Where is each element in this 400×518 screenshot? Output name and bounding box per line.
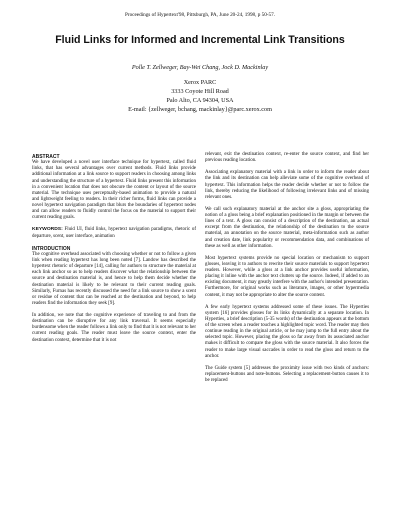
affiliation-org: Xerox PARC xyxy=(183,79,217,86)
abstract-text: We have developed a novel user interface technique for hypertext, called fluid links, that has several advantages over current methods. Fluid links provide additional information at a link source to support readers in choosing among links and understanding the structure of a hypertext. Fluid links present this information in a convenient location that does not obscure the content or layout of the source material. The technique uses perceptually-based animation to provide a natural and lightweight feeling to readers. In their richer forms, fluid links can provide a novel hypertext navigation paradigm that blurs the boundaries of hypertext nodes and can allow readers to fluidly control the focus on the material to support their current reading goals. xyxy=(32,160,196,221)
body-paragraph-1: relevant, exit the destination context, re-enter the source context, and find her previous reading location. xyxy=(205,152,369,164)
author-list: Polle T. Zellweger, Bay-Wei Chang, Jock D. Mackinlay xyxy=(131,64,269,71)
affiliation-street: 3333 Coyote Hill Road xyxy=(171,87,229,95)
body-paragraph-6: The Guide system [5] addresses the proximity issue with two kinds of anchors: replacement-buttons and note-buttons. Selecting a replacement-button causes it to be replaced xyxy=(205,365,369,383)
left-column xyxy=(32,154,196,350)
body-paragraph-3: We call such explanatory material at the anchor site a gloss, appropriating the notion of a gloss being a brief explanation positioned in the margin or between the lines of a text. A gloss can consist of a description of the destination, an actual excerpt from the destination, the relationship of the destination to the source material, an annotation on the source material, meta-information such as author and creation date, link popularity or recommendation data, and combinations of these as well as other information. xyxy=(205,206,369,249)
running-head: Proceedings of Hypertext'98, Pittsburgh, PA, June 20-24, 1998, p 50-57. xyxy=(124,12,276,18)
keywords-text: Fluid UI, fluid links, hypertext navigation paradigms, rhetoric of departure, scent, user interface, animation xyxy=(32,227,196,239)
keywords-paragraph xyxy=(32,227,196,239)
affiliation-city: Palo Alto, CA 94304, USA xyxy=(166,96,234,104)
introduction-heading: INTRODUCTION xyxy=(32,245,71,252)
intro-paragraph-2: In addition, we note that the cognitive experience of traveling to and from the destination can be disruptive for any link traversal. It seems especially burdensome when the reader follows a link only to find that it is not relevant to her current reading goals. The reader must leave the source context, enter the destination context, determine that it is not xyxy=(32,313,196,343)
abstract-heading: ABSTRACT xyxy=(32,154,60,160)
affiliation-email: E-mail: {zellweger, bchang, mackinlay}@parc.xerox.com xyxy=(128,105,272,113)
affiliation-block xyxy=(0,79,400,115)
body-paragraph-5: A few early hypertext systems addressed some of these issues. The Hyperties system [16] provides glosses for its links dynamically at a separate location. In Hyperties, a brief description (5-35 words) of the destination appears at the bottom of the screen when a reader touches a highlighted topic word. The reader may then continue reading in the original article, or he may jump to the full entry about the selected topic. However, placing the gloss so far away from its associated anchor makes it difficult to compare the gloss with the source material. It also forces the reader to make large visual saccades in order to read the gloss and return to the anchor. xyxy=(205,304,369,359)
body-paragraph-2: Associating explanatory material with a link in order to inform the reader about the link and its destination can help alleviate some of the cognitive overhead of hypertext. This information helps the reader decide whether or not to follow the link, thereby reducing the likelihood of following irrelevant links and of missing relevant ones. xyxy=(205,170,369,200)
paper-title: Fluid Links for Informed and Incremental Link Transitions xyxy=(55,34,345,46)
right-column xyxy=(205,152,369,390)
body-paragraph-4: Most hypertext systems provide no special location or mechanism to support glosses, leaving it to authors to rewrite their source materials to support hypertext readers. However, while a gloss at a link anchor provides useful information, placing it inline with the anchor text clutters up the source. Indeed, if added to an existing document, it may greatly interfere with the author's intended presentation. Furthermore, for original works such as literature, images, or other hypermedia content, it may not be appropriate to alter the source content. xyxy=(205,255,369,298)
intro-paragraph-1: The cognitive overhead associated with choosing whether or not to follow a given link when reading hypertext has long been noted [7]. Landow has described the hypertext rhetoric of departure [14], calling for authors to structure the material at each link anchor so as to help readers discover what the relationship between the source and destination material is, and hence to help them decide whether the destination material is likely to be relevant to their current reading goals. Similarly, Furnas has recently discussed the need for a link source to show a scent or residue of content that can be reached at the destination and beyond, to help readers find the information they seek [9]. xyxy=(32,251,196,306)
keywords-label: KEYWORDS: xyxy=(32,227,63,233)
